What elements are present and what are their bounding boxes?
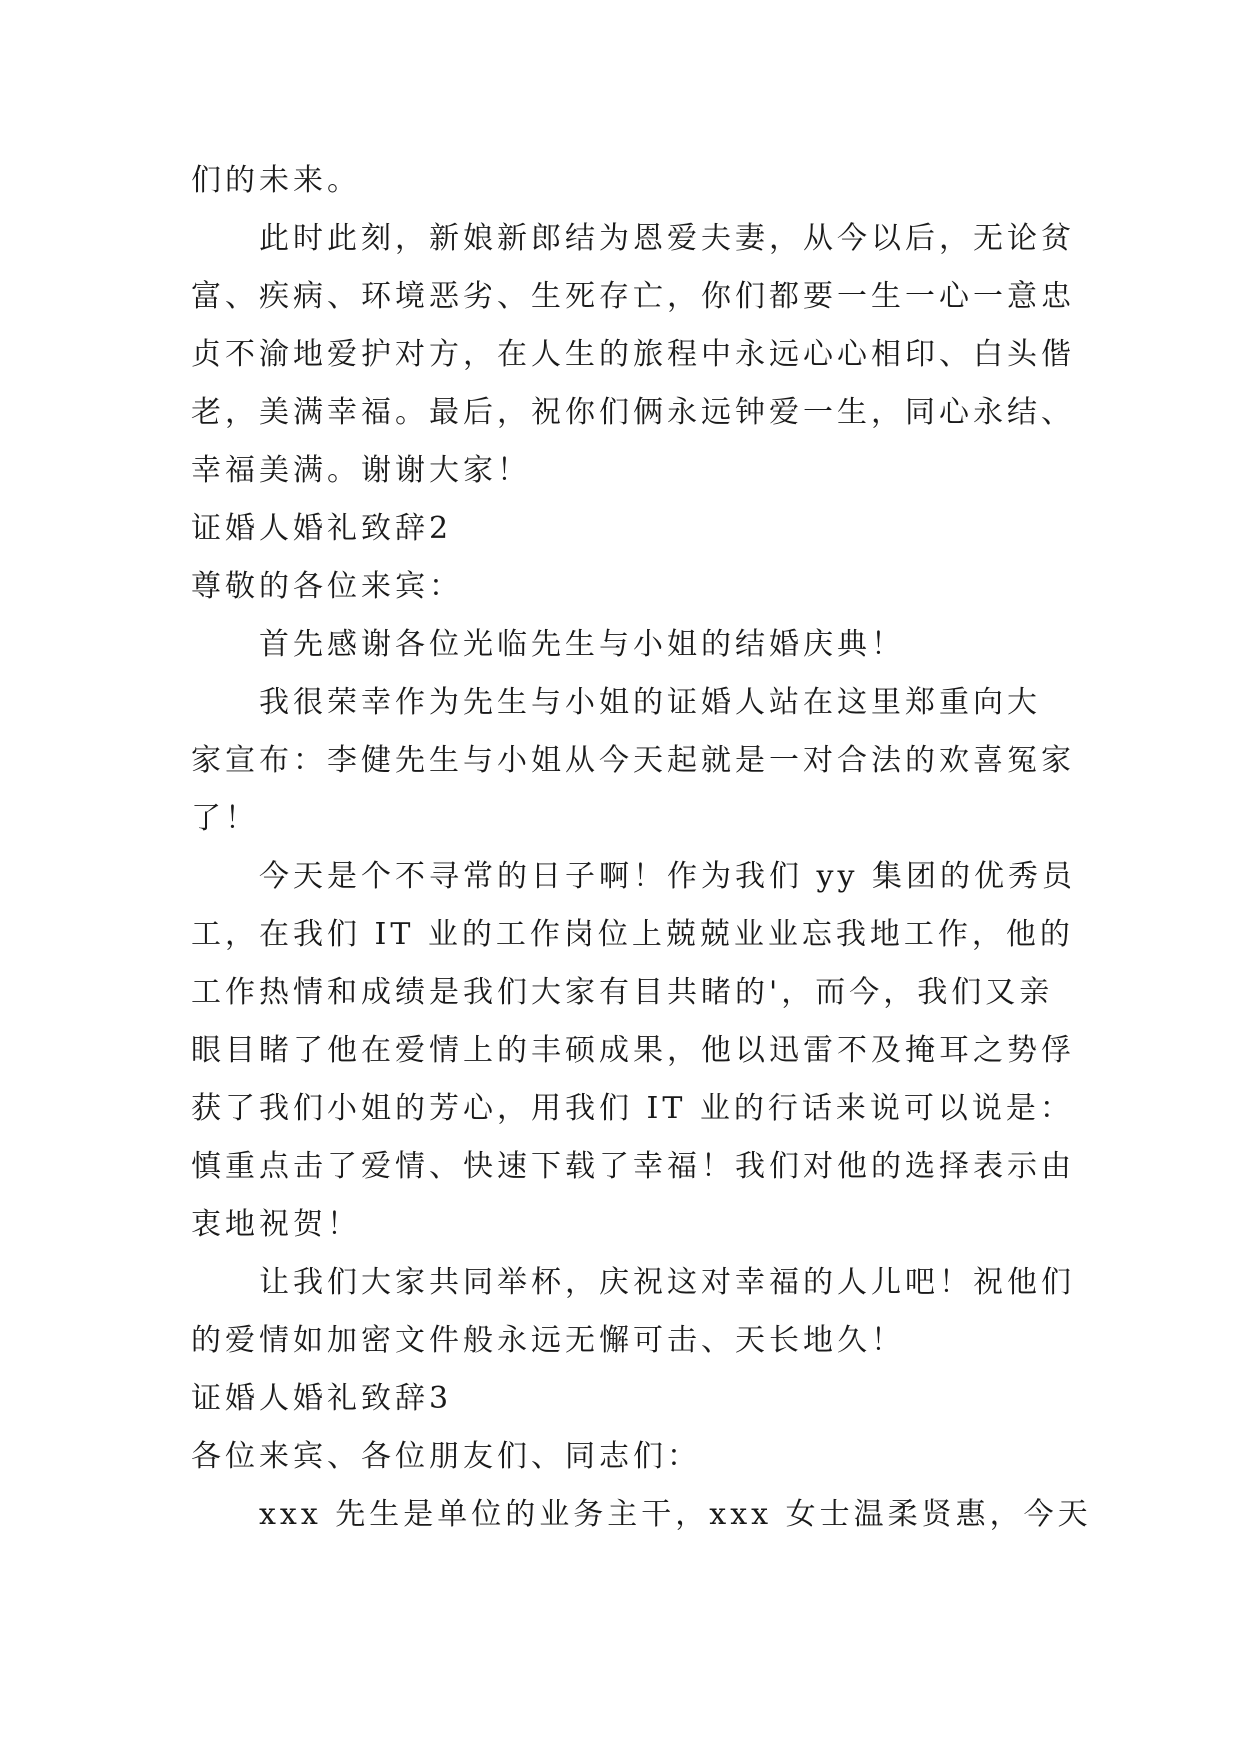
salutation-line: 各位来宾、各位朋友们、同志们： (191, 1439, 701, 1474)
salutation-line: 尊敬的各位来宾： (191, 569, 463, 604)
paragraph-start-line: 此时此刻，新娘新郎结为恩爱夫妻，从今以后，无论贫 (259, 221, 1075, 256)
text-line: 富、疾病、环境恶劣、生死存亡，你们都要一生一心一意忠 (191, 279, 1075, 314)
text-line: 幸福美满。谢谢大家！ (191, 453, 531, 488)
section-heading: 证婚人婚礼致辞3 (191, 1381, 453, 1416)
document-page (191, 152, 1092, 1544)
paragraph-start-line: 我很荣幸作为先生与小姐的证婚人站在这里郑重向大 (259, 685, 1041, 720)
text-line: 了！ (191, 801, 259, 836)
text-line: 工，在我们 IT 业的工作岗位上兢兢业业忘我地工作，他的 (191, 917, 1074, 952)
text-line: 慎重点击了爱情、快速下载了幸福！我们对他的选择表示由 (191, 1149, 1075, 1184)
text-line: 贞不渝地爱护对方，在人生的旅程中永远心心相印、白头偕 (191, 337, 1075, 372)
paragraph-start-line: xxx 先生是单位的业务主干，xxx 女士温柔贤惠，今天 (259, 1497, 1092, 1532)
text-line: 老，美满幸福。最后，祝你们俩永远钟爱一生，同心永结、 (191, 395, 1075, 430)
paragraph-start-line: 首先感谢各位光临先生与小姐的结婚庆典！ (259, 627, 905, 662)
text-line: 衷地祝贺！ (191, 1207, 361, 1242)
section-heading: 证婚人婚礼致辞2 (191, 511, 453, 546)
text-line: 眼目睹了他在爱情上的丰硕成果，他以迅雷不及掩耳之势俘 (191, 1033, 1075, 1068)
paragraph-start-line: 今天是个不寻常的日子啊！作为我们 yy 集团的优秀员 (259, 859, 1076, 894)
text-line: 获了我们小姐的芳心，用我们 IT 业的行话来说可以说是： (191, 1091, 1074, 1126)
paragraph-start-line: 让我们大家共同举杯，庆祝这对幸福的人儿吧！祝他们 (259, 1265, 1075, 1300)
text-line: 的爱情如加密文件般永远无懈可击、天长地久！ (191, 1323, 905, 1358)
text-line: 们的未来。 (191, 163, 361, 198)
text-line: 家宣布：李健先生与小姐从今天起就是一对合法的欢喜冤家 (191, 743, 1075, 778)
text-line: 工作热情和成绩是我们大家有目共睹的'，而今，我们又亲 (191, 975, 1054, 1010)
